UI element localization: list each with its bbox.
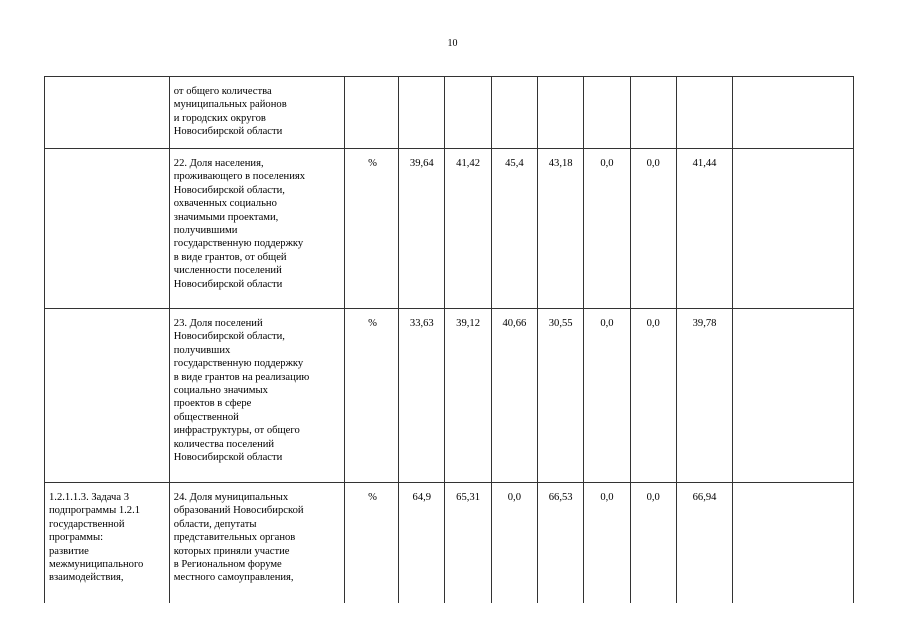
- indicator-line: общественной: [173, 411, 239, 423]
- task-cell: [45, 309, 170, 483]
- indicator-cell: [169, 77, 344, 149]
- indicator-line: представительных органов: [173, 532, 296, 544]
- value-cell: 0,0: [584, 483, 630, 603]
- task-line: развитие: [49, 545, 89, 557]
- task-cell: [45, 77, 170, 149]
- indicator-line: 22. Доля населения,: [173, 158, 264, 169]
- page-number: 10: [447, 38, 458, 49]
- indicator-cell: [169, 483, 344, 603]
- indicator-line: 23. Доля поселений: [173, 318, 263, 329]
- value-cell: 41,44: [676, 149, 732, 309]
- indicator-cell: [169, 149, 344, 309]
- task-cell: [45, 483, 170, 603]
- value-cell: 43,18: [538, 149, 584, 309]
- value-cell: 0,0: [584, 309, 630, 483]
- value-cell: 0,0: [630, 309, 676, 483]
- value-cell: [584, 77, 630, 149]
- indicator-line: Новосибирской области: [173, 126, 283, 138]
- value-cell: 39,12: [445, 309, 491, 483]
- value-cell: 39,64: [399, 149, 445, 309]
- value-cell: 39,78: [676, 309, 732, 483]
- indicator-line: получившими: [173, 225, 238, 237]
- indicator-line: Новосибирской области: [173, 452, 283, 464]
- indicator-line: Новосибирской области,: [173, 331, 285, 343]
- note-cell: [733, 309, 854, 483]
- indicator-line: муниципальных районов: [173, 99, 287, 111]
- unit-cell: [344, 77, 398, 149]
- indicator-line: в Региональном форуме: [173, 559, 282, 571]
- value-cell: [676, 77, 732, 149]
- value-cell: 41,42: [445, 149, 491, 309]
- indicator-line: области, депутаты: [173, 518, 257, 530]
- value-cell: [445, 77, 491, 149]
- table-row: [45, 309, 854, 483]
- indicator-line: 24. Доля муниципальных: [173, 492, 289, 503]
- indicator-line: от общего количества: [173, 86, 272, 97]
- value-cell: 66,53: [538, 483, 584, 603]
- unit-cell: %: [344, 483, 398, 603]
- indicator-line: Новосибирской области: [173, 278, 283, 290]
- indicator-line: проживающего в поселениях: [173, 171, 306, 183]
- value-cell: [630, 77, 676, 149]
- note-cell: [733, 149, 854, 309]
- task-line: подпрограммы 1.2.1: [49, 505, 141, 517]
- indicator-line: количества поселений: [173, 438, 275, 450]
- value-cell: 0,0: [584, 149, 630, 309]
- value-cell: 33,63: [399, 309, 445, 483]
- indicator-line: государственную поддержку: [173, 238, 304, 250]
- task-line: межмуниципального: [49, 559, 144, 571]
- table-body: [45, 77, 854, 603]
- value-cell: [491, 77, 537, 149]
- indicators-table: [44, 76, 854, 603]
- value-cell: 0,0: [491, 483, 537, 603]
- table-row: [45, 483, 854, 603]
- value-cell: 65,31: [445, 483, 491, 603]
- value-cell: 0,0: [630, 149, 676, 309]
- indicator-line: инфраструктуры, от общего: [173, 425, 300, 437]
- indicator-line: проектов в сфере: [173, 398, 252, 410]
- indicator-line: социально значимых: [173, 385, 268, 397]
- unit-cell: %: [344, 309, 398, 483]
- task-line: взаимодействия,: [49, 572, 124, 584]
- note-cell: [733, 483, 854, 603]
- task-cell: [45, 149, 170, 309]
- indicator-line: в виде грантов на реализацию: [173, 371, 310, 383]
- table-row: [45, 77, 854, 149]
- indicator-line: государственную поддержку: [173, 358, 304, 370]
- value-cell: 30,55: [538, 309, 584, 483]
- task-line: государственной: [49, 518, 125, 530]
- indicator-line: получивших: [173, 344, 231, 356]
- indicator-line: которых приняли участие: [173, 545, 290, 557]
- value-cell: [538, 77, 584, 149]
- unit-cell: %: [344, 149, 398, 309]
- indicator-cell: [169, 309, 344, 483]
- indicator-line: в виде грантов, от общей: [173, 251, 287, 263]
- indicator-line: местного самоуправления,: [173, 572, 294, 584]
- value-cell: [399, 77, 445, 149]
- indicator-line: Новосибирской области,: [173, 184, 285, 196]
- indicator-line: численности поселений: [173, 265, 282, 277]
- task-line: 1.2.1.1.3. Задача 3: [49, 492, 130, 503]
- value-cell: 45,4: [491, 149, 537, 309]
- value-cell: 64,9: [399, 483, 445, 603]
- table-row: [45, 149, 854, 309]
- indicator-line: значимыми проектами,: [173, 211, 279, 223]
- value-cell: 40,66: [491, 309, 537, 483]
- note-cell: [733, 77, 854, 149]
- indicator-line: образований Новосибирской: [173, 505, 304, 517]
- value-cell: 0,0: [630, 483, 676, 603]
- indicator-line: охваченных социально: [173, 198, 277, 210]
- indicator-line: и городских округов: [173, 112, 266, 124]
- value-cell: 66,94: [676, 483, 732, 603]
- task-line: программы:: [49, 532, 104, 544]
